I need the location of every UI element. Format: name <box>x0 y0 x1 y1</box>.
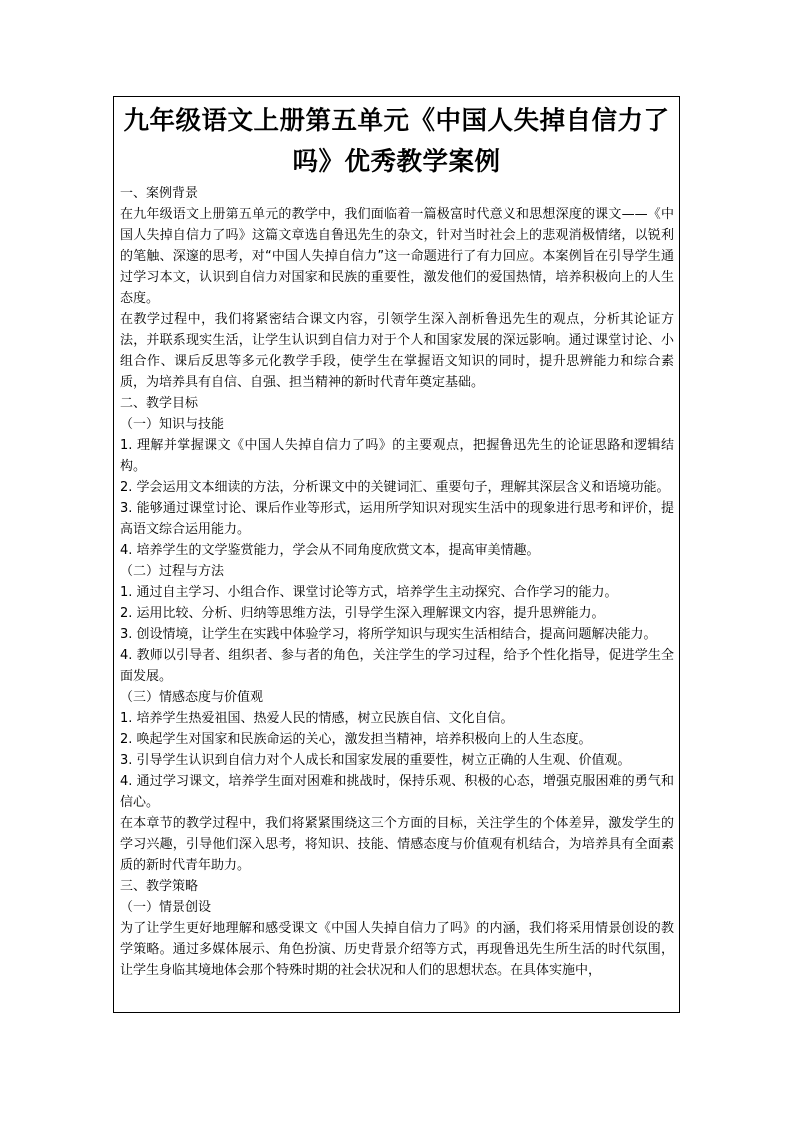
paragraph: 4. 通过学习课文，培养学生面对困难和挑战时，保持乐观、积极的心态，增强克服困难的勇气和信心。 <box>120 774 674 810</box>
subsection-heading: （一）知识与技能 <box>120 417 225 432</box>
paragraph: 在九年级语文上册第五单元的教学中，我们面临着一篇极富时代意义和思想深度的课文——《中国人失掉自信力了吗》这篇文章选自鲁迅先生的杂文，针对当时社会上的悲观消极情绪，以锐利的笔触、深邃的思考，对“中国人失掉自信力”这一命题进行了有力回应。本案例旨在引导学生通过学习本文，认识到自信力对国家和民族的重要性，激发他们的爱国热情，培养积极向上的人生态度。 <box>120 207 674 306</box>
paragraph: 2. 学会运用文本细读的方法，分析课文中的关键词汇、重要句子，理解其深层含义和语境功能。 <box>120 480 670 495</box>
section-heading: 三、教学策略 <box>120 879 199 894</box>
document-body <box>114 183 679 981</box>
document-title: 九年级语文上册第五单元《中国人失掉自信力了吗》优秀教学案例 <box>123 106 670 177</box>
paragraph: 4. 培养学生的文学鉴赏能力，学会从不同角度欣赏文本，提高审美情趣。 <box>120 543 540 558</box>
paragraph: 在教学过程中，我们将紧密结合课文内容，引领学生深入剖析鲁迅先生的观点，分析其论证方法，并联系现实生活，让学生认识到自信力对于个人和国家发展的深远影响。通过课堂讨论、小组合作、课后反思等多元化教学手段，使学生在掌握语文知识的同时，提升思辨能力和综合素质，为培养具有自信、自强、担当精神的新时代青年奠定基础。 <box>120 312 674 390</box>
paragraph: 3. 能够通过课堂讨论、课后作业等形式，运用所学知识对现实生活中的现象进行思考和评价，提高语文综合运用能力。 <box>120 501 674 537</box>
paragraph: 1. 通过自主学习、小组合作、课堂讨论等方式，培养学生主动探究、合作学习的能力。 <box>120 585 618 600</box>
subsection-heading: （二）过程与方法 <box>120 564 225 579</box>
paragraph: 在本章节的教学过程中，我们将紧紧围绕这三个方面的目标，关注学生的个体差异，激发学生的学习兴趣，引导他们深入思考，将知识、技能、情感态度与价值观有机结合，为培养具有全面素质的新时代青年助力。 <box>120 816 674 873</box>
paragraph: 4. 教师以引导者、组织者、参与者的角色，关注学生的学习过程，给予个性化指导，促进学生全面发展。 <box>120 648 674 684</box>
paragraph: 为了让学生更好地理解和感受课文《中国人失掉自信力了吗》的内涵，我们将采用情景创设的教学策略。通过多媒体展示、角色扮演、历史背景介绍等方式，再现鲁迅先生所生活的时代氛围，让学生身临其境地体会那个特殊时期的社会状况和人们的思想状态。在具体实施中， <box>120 921 674 978</box>
subsection-heading: （一）情景创设 <box>120 900 212 915</box>
paragraph: 1. 培养学生热爱祖国、热爱人民的情感，树立民族自信、文化自信。 <box>120 711 514 726</box>
paragraph: 3. 创设情境，让学生在实践中体验学习，将所学知识与现实生活相结合，提高问题解决能力。 <box>120 627 657 642</box>
paragraph: 3. 引导学生认识到自信力对个人成长和国家发展的重要性，树立正确的人生观、价值观。 <box>120 753 631 768</box>
paragraph: 1. 理解并掌握课文《中国人失掉自信力了吗》的主要观点，把握鲁迅先生的论证思路和逻辑结构。 <box>120 438 674 474</box>
paragraph: 2. 唤起学生对国家和民族命运的关心，激发担当精神，培养积极向上的人生态度。 <box>120 732 592 747</box>
document-table-cell <box>113 96 680 1013</box>
section-heading: 二、教学目标 <box>120 396 199 411</box>
subsection-heading: （三）情感态度与价值观 <box>120 690 264 705</box>
paragraph: 2. 运用比较、分析、归纳等思维方法，引导学生深入理解课文内容，提升思辨能力。 <box>120 606 605 621</box>
section-heading: 一、案例背景 <box>120 186 199 201</box>
